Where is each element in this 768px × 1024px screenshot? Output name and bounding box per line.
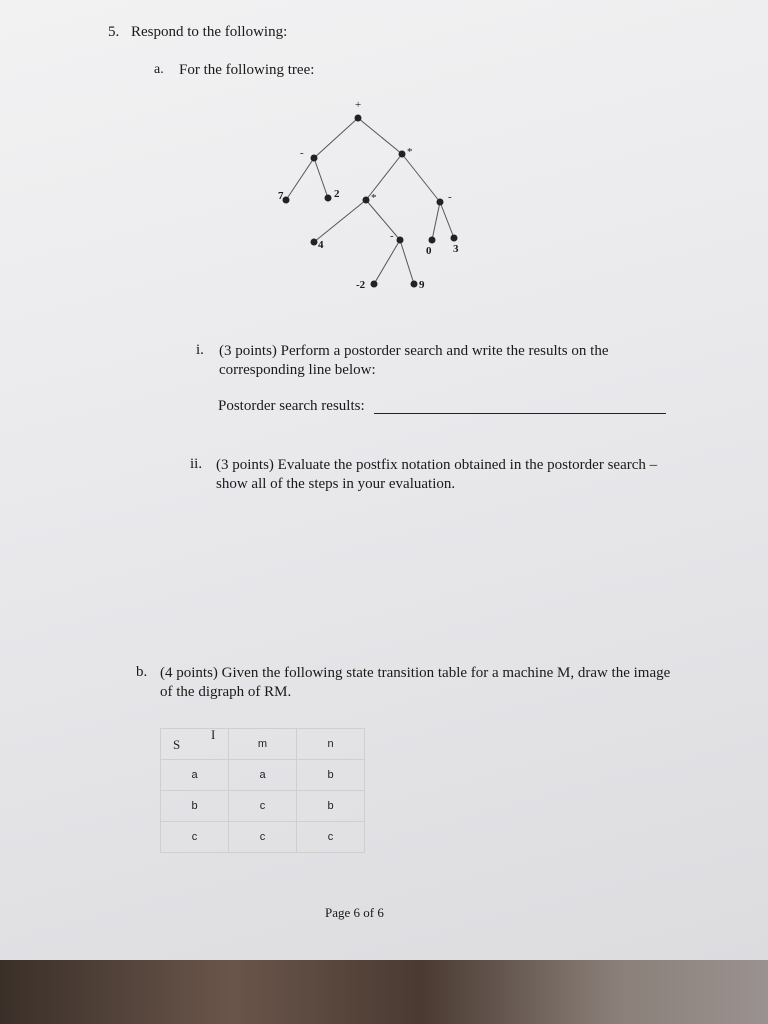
table-cell: c: [229, 791, 297, 822]
tree-label-left-right: 2: [334, 188, 340, 200]
postorder-results-label: Postorder search results:: [218, 398, 365, 414]
table-header-row: [161, 729, 365, 760]
tree-label-rlr: -: [390, 230, 394, 242]
table-corner-cell: [161, 729, 229, 760]
tree-node: [451, 235, 458, 242]
tree-node: [397, 237, 404, 244]
corner-state-label: S: [173, 737, 181, 752]
corner-input-label: I: [211, 727, 216, 742]
part-a-text: For the following tree:: [179, 62, 315, 78]
part-b-text: (4 points) Given the following state transition table for a machine M, draw the image of the digraph of RM.: [160, 665, 671, 700]
table-state-cell: a: [161, 760, 229, 791]
tree-label-right: *: [407, 146, 413, 158]
postorder-answer-line[interactable]: [374, 413, 666, 414]
table-cell: a: [229, 760, 297, 791]
tree-label-left-left: 7: [278, 190, 284, 202]
tree-node-root: [355, 115, 362, 122]
tree-node: [363, 197, 370, 204]
part-b-label: b.: [136, 664, 148, 680]
tree-node: [283, 197, 290, 204]
table-header-input: n: [297, 729, 365, 760]
subpart-i-label: i.: [196, 342, 204, 358]
background-surface: [0, 960, 768, 1024]
table-cell: c: [297, 822, 365, 853]
subpart-ii-text: (3 points) Evaluate the postfix notation obtained in the postorder search – show all of the steps in your evaluation.: [216, 457, 658, 492]
tree-node: [371, 281, 378, 288]
table-header-input: m: [229, 729, 297, 760]
tree-label-rr-left: 0: [426, 245, 432, 257]
question-text: Respond to the following:: [131, 24, 288, 40]
tree-label-rll: 4: [318, 239, 324, 251]
tree-node: [437, 199, 444, 206]
tree-node: [311, 155, 318, 162]
table-cell: b: [297, 791, 365, 822]
tree-label-rlr-right: 9: [419, 279, 425, 291]
table-cell: b: [297, 760, 365, 791]
table-state-cell: b: [161, 791, 229, 822]
part-a-label: a.: [154, 62, 164, 77]
tree-label-rr-right: 3: [453, 243, 459, 255]
subpart-i-text: (3 points) Perform a postorder search and write the results on the corresponding line below:: [219, 343, 609, 378]
question-number: 5.: [108, 24, 120, 40]
tree-label-right-right: -: [448, 191, 452, 203]
table-row: [161, 760, 365, 791]
tree-label-root: +: [355, 99, 362, 111]
table-state-cell: c: [161, 822, 229, 853]
tree-label-rlr-left: -2: [356, 279, 366, 291]
tree-node: [411, 281, 418, 288]
expression-tree-diagram: [270, 98, 470, 298]
subpart-ii-label: ii.: [190, 456, 203, 472]
table-row: [161, 822, 365, 853]
table-row: [161, 791, 365, 822]
tree-node: [399, 151, 406, 158]
tree-edges: [286, 118, 454, 284]
tree-label-right-left: *: [371, 192, 377, 204]
table-cell: c: [229, 822, 297, 853]
tree-label-left: -: [300, 147, 304, 159]
state-transition-table: [160, 728, 365, 853]
tree-node: [311, 239, 318, 246]
tree-node: [325, 195, 332, 202]
page-number: Page 6 of 6: [325, 905, 384, 920]
tree-node: [429, 237, 436, 244]
